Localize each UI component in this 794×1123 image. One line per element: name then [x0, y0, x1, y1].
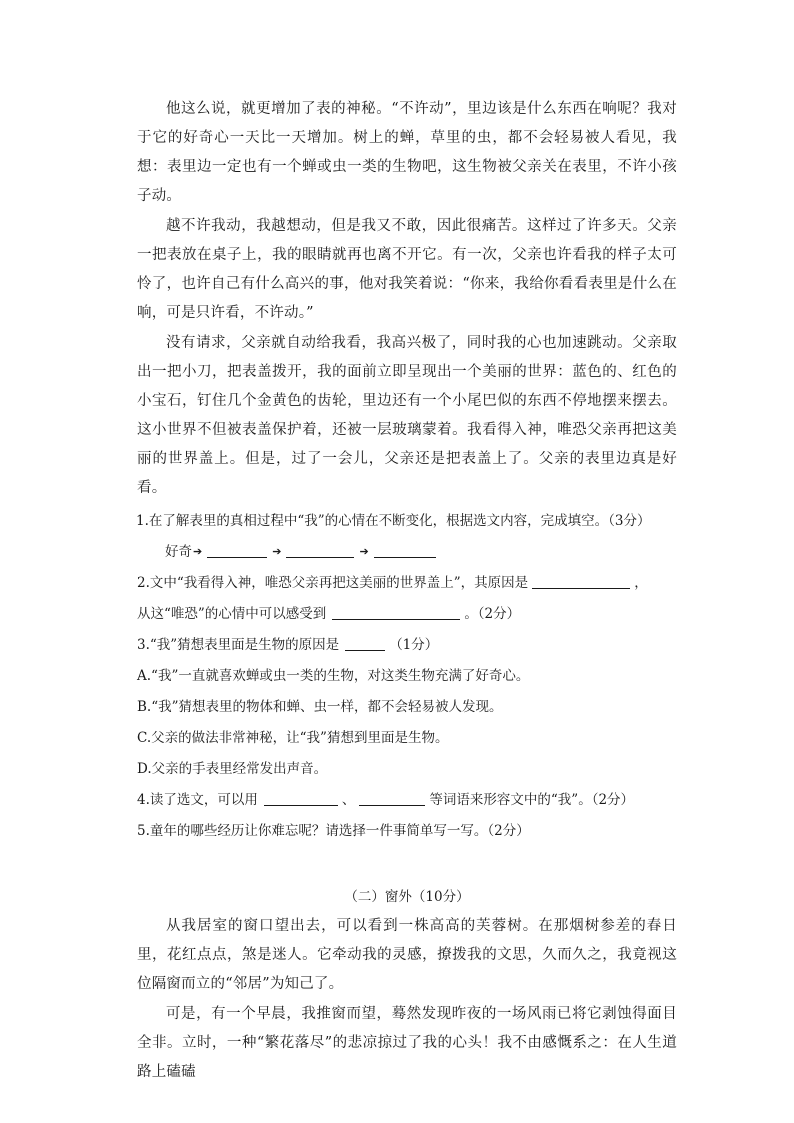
passage1-paragraph-1: 他这么说，就更增加了表的神秘。“不许动”，里边该是什么东西在响呢？我对于它的好奇心一天比一天增加。树上的蝉，草里的虫，都不会轻易被人看见，我想：表里边一定也有一个蝉或虫一类的生物吧，这生物被父亲关在表里，不许小孩子动。 — [137, 101, 677, 204]
question-3-option-d — [137, 753, 677, 784]
question-1-text: 1.在了解表里的真相过程中“我”的心情在不断变化，根据选文内容，完成填空。（3分） — [136, 512, 651, 529]
question-2-line-2 — [137, 598, 677, 629]
question-3-option-b — [137, 691, 677, 722]
option-a-text: A.“我”一直就喜欢蝉或虫一类的生物，对这类生物充满了好奇心。 — [137, 667, 530, 684]
answer-blank-q4-2[interactable] — [359, 793, 425, 806]
question-3-text: 3.“我”猜想表里面是生物的原因是 — [137, 636, 340, 653]
question-1-start-word: 好奇 — [165, 543, 192, 560]
question-3-score: （1分） — [389, 636, 439, 653]
question-5-text: 5.童年的哪些经历让你难忘呢？请选择一件事简单写一写。（2分） — [137, 822, 530, 839]
question-1-blanks — [137, 536, 677, 567]
arrow-right-icon: ➔ — [193, 544, 203, 558]
option-c-text: C.父亲的做法非常神秘，让“我”猜想到里面是生物。 — [137, 729, 449, 746]
answer-blank-3[interactable] — [374, 545, 436, 558]
exam-page — [137, 95, 677, 1087]
question-5 — [137, 815, 677, 846]
question-3 — [137, 629, 677, 660]
answer-blank-q2-reason[interactable] — [532, 576, 630, 589]
arrow-right-icon: ➔ — [272, 544, 282, 558]
answer-blank-q4-1[interactable] — [264, 793, 338, 806]
question-1 — [136, 505, 677, 536]
question-2-subtext: 从这“唯恐”的心情中可以感受到 — [137, 605, 327, 622]
answer-blank-2[interactable] — [286, 545, 354, 558]
passage1-paragraph-3: 没有请求，父亲就自动给我看，我高兴极了，同时我的心也加速跳动。父亲取出一把小刀，把表盖拨开，我的面前立即呈现出一个美丽的世界：蓝色的、红色的小宝石，钉住几个金黄色的齿轮，里边还有一个小尾巴似的东西不停地摆来摆去。这小世界不但被表盖保护着，还被一层玻璃蒙着。我看得入神，唯恐父亲再把这美丽的世界盖上。但是，过了一会儿，父亲还是把表盖上了。父亲的表里边真是好看。 — [137, 335, 677, 496]
passage2-title: （二）窗外（10分） — [344, 889, 470, 905]
option-b-text: B.“我”猜想表里的物体和蝉、虫一样，都不会轻易被人发现。 — [137, 698, 503, 715]
question-4-separator: 、 — [341, 791, 356, 808]
passage2-paragraph-2: 可是，有一个早晨，我推窗而望，蓦然发现昨夜的一场风雨已将它剥蚀得面目全非。立时，一种“繁花落尽”的悲凉掠过了我的心头！我不由感慨系之：在人生道路上磕磕 — [137, 1006, 677, 1080]
question-2-comma: ， — [634, 574, 648, 591]
spacer — [137, 846, 677, 882]
passage2-paragraph-1: 从我居室的窗口望出去，可以看到一株高高的芙蓉树。在那烟树参差的春日里，花红点点，煞是迷人。它牵动我的灵感，撩拨我的文思，久而久之，我竟视这位隔窗而立的“邻居”为知己了。 — [137, 918, 677, 992]
question-4-text: 4.读了选文，可以用 — [137, 791, 258, 808]
question-2-text: 2.文中“我看得入神，唯恐父亲再把这美丽的世界盖上”，其原因是 — [137, 574, 529, 591]
arrow-right-icon: ➔ — [359, 544, 369, 558]
question-4 — [137, 784, 677, 815]
question-3-option-c — [137, 722, 677, 753]
question-2-line-1 — [137, 567, 677, 598]
answer-blank-q2-feeling[interactable] — [332, 607, 460, 620]
question-4-tail: 等词语来形容文中的“我”。（2分） — [429, 791, 635, 808]
answer-blank-q3[interactable] — [345, 638, 385, 651]
option-d-text: D.父亲的手表里经常发出声音。 — [137, 760, 328, 777]
question-3-option-a — [137, 660, 677, 691]
question-2-score: 。（2分） — [464, 605, 521, 622]
passage1-paragraph-2: 越不许我动，我越想动，但是我又不敢，因此很痛苦。这样过了许多天。父亲一把表放在桌子上，我的眼睛就再也离不开它。有一次，父亲也许看我的样子太可怜了，也许自己有什么高兴的事，他对我笑着说：“你来，我给你看看表里是什么在响，可是只许看，不许动。” — [137, 218, 677, 321]
answer-blank-1[interactable] — [207, 545, 267, 558]
